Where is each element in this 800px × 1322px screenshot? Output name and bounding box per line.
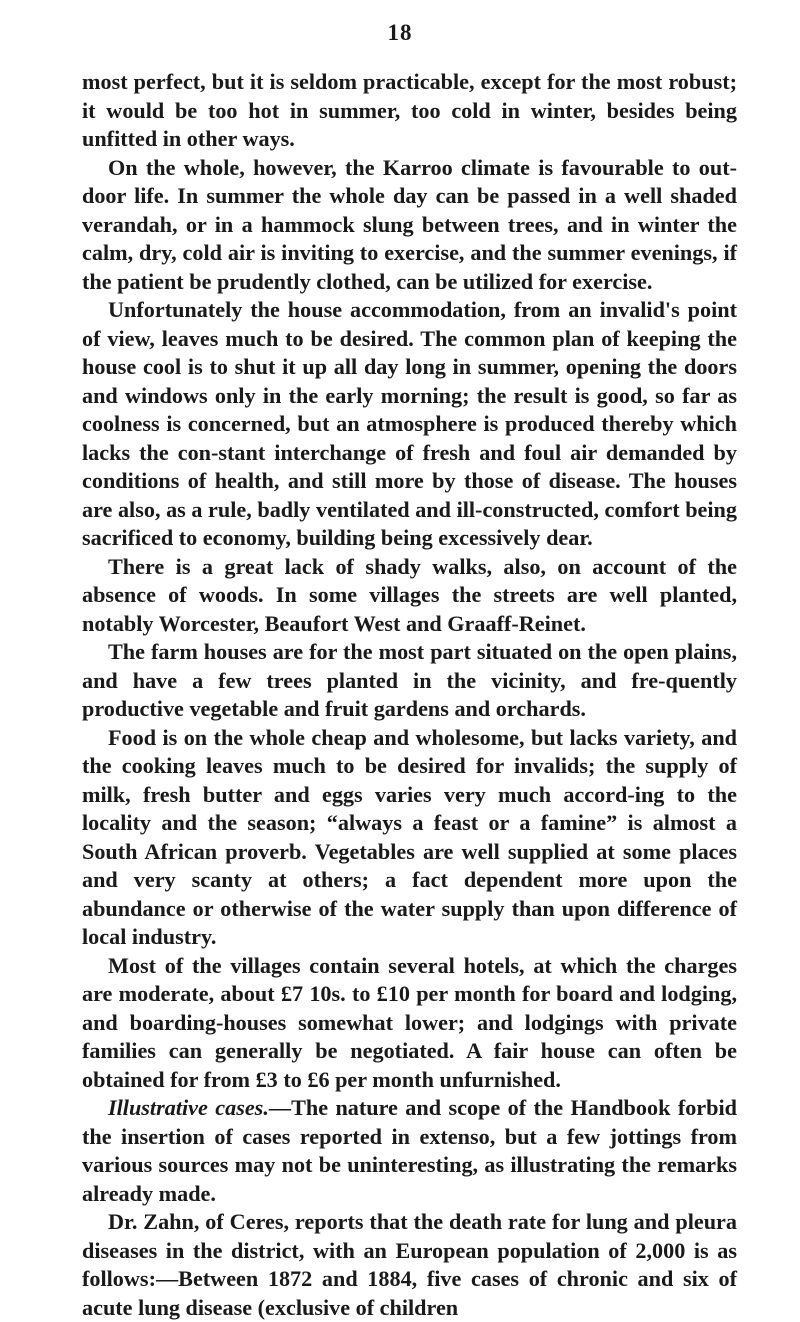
body-text [82, 68, 737, 1322]
paragraph-food: Food is on the whole cheap and wholesome, but lacks variety, and the cooking leaves much to be desired for invalids; the supply of milk, fresh butter and eggs varies very much accord-ing to the locality and the season; “always a feast or a famine” is almost a South African proverb. Vegetables are well supplied at some places and very scanty at others; a fact dependent more upon the abundance or otherwise of the water supply than upon difference of local industry. [82, 724, 737, 949]
illustrative-cases-heading: Illustrative cases. [108, 1095, 269, 1120]
illustrative-cases-text: —The nature and scope of the Handbook forbid the insertion of cases reported in extenso, but a few jottings from various sources may not be uninteresting, as illustrating the remarks already made. [82, 1095, 737, 1206]
paragraph-house-accommodation: Unfortunately the house accommodation, from an invalid's point of view, leaves much to be desired. The common plan of keeping the house cool is to shut it up all day long in summer, opening the doors and windows only in the early morning; the result is good, so far as coolness is concerned, but an atmosphere is produced thereby which lacks the con-stant interchange of fresh and foul air demanded by conditions of health, and still more by those of disease. The houses are also, as a rule, badly ventilated and ill-constructed, comfort being sacrificed to economy, building being excessively dear. [82, 297, 737, 550]
paragraph-continued: most perfect, but it is seldom practicable, except for the most robust; it would be too hot in summer, too cold in winter, besides being unfitted in other ways. [82, 69, 737, 151]
paragraph-farm-houses: The farm houses are for the most part situated on the open plains, and have a few trees planted in the vicinity, and fre-quently productive vegetable and fruit gardens and orchards. [82, 639, 737, 721]
page-number: 18 [387, 20, 413, 45]
paragraph-dr-zahn: Dr. Zahn, of Ceres, reports that the death rate for lung and pleura diseases in the district, with an European population of 2,000 is as follows:—Between 1872 and 1884, five cases of chronic and six of acute lung disease (exclusive of children [82, 1209, 737, 1320]
paragraph-shady-walks: There is a great lack of shady walks, also, on account of the absence of woods. In some villages the streets are well planted, notably Worcester, Beaufort West and Graaff-Reinet. [82, 553, 737, 636]
paragraph-illustrative-cases [82, 1094, 737, 1208]
paragraph-hotels: Most of the villages contain several hotels, at which the charges are moderate, about £7 10s. to £10 per month for board and lodging, and boarding-houses somewhat lower; and lodgings with private families can generally be negotiated. A fair house can often be obtained for from £3 to £6 per month unfurnished. [82, 952, 737, 1092]
paragraph-karroo-climate: On the whole, however, the Karroo climate is favourable to out-door life. In summer the whole day can be passed in a well shaded verandah, or in a hammock slung between trees, and in winter the calm, dry, cold air is inviting to exercise, and the summer evenings, if the patient be prudently clothed, can be utilized for exercise. [82, 154, 737, 294]
